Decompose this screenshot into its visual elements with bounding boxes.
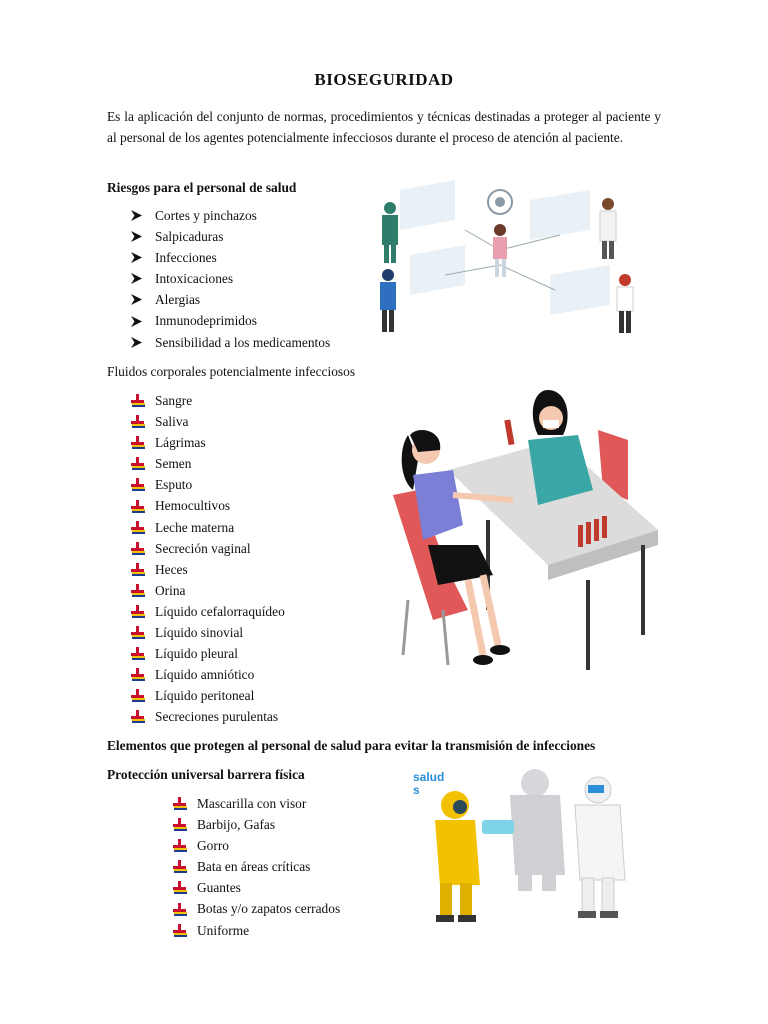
fluid-item-label: Orina bbox=[155, 582, 186, 598]
arrow-bullet-icon bbox=[131, 294, 145, 305]
flag-bullet-icon bbox=[131, 457, 147, 470]
fluid-item bbox=[131, 432, 285, 453]
risk-item bbox=[131, 268, 330, 289]
protection-item-label: Bata en áreas críticas bbox=[197, 859, 311, 875]
flag-bullet-icon bbox=[173, 839, 189, 852]
flag-bullet-icon bbox=[173, 881, 189, 894]
risk-item-label: Salpicaduras bbox=[155, 229, 224, 245]
arrow-bullet-icon bbox=[131, 273, 145, 284]
fluid-item bbox=[131, 411, 285, 432]
protection-list bbox=[173, 793, 340, 941]
risk-item bbox=[131, 332, 330, 353]
fluid-item-label: Líquido pleural bbox=[155, 646, 238, 662]
protection-item-label: Guantes bbox=[197, 880, 241, 896]
risk-item-label: Alergias bbox=[155, 292, 201, 308]
fluid-item-label: Líquido sinovial bbox=[155, 625, 244, 641]
arrow-bullet-icon bbox=[131, 337, 145, 348]
flag-bullet-icon bbox=[131, 542, 147, 555]
flag-bullet-icon bbox=[131, 668, 147, 681]
protection-item-label: Botas y/o zapatos cerrados bbox=[197, 901, 341, 917]
protection-item bbox=[173, 814, 340, 835]
fluid-item-label: Leche materna bbox=[155, 519, 235, 535]
risks-list bbox=[131, 205, 330, 353]
protection-heading: Protección universal barrera física bbox=[107, 767, 305, 782]
fluid-item-label: Lágrimas bbox=[155, 435, 206, 451]
fluid-item-label: Semen bbox=[155, 456, 192, 472]
svg-text:s: s bbox=[413, 783, 420, 797]
protection-item bbox=[173, 856, 340, 877]
protection-item bbox=[173, 877, 340, 898]
flag-bullet-icon bbox=[173, 818, 189, 831]
risk-item-label: Cortes y pinchazos bbox=[155, 208, 257, 223]
protection-item-label: Uniforme bbox=[197, 922, 250, 938]
flag-bullet-icon bbox=[131, 584, 147, 597]
flag-bullet-icon bbox=[131, 394, 147, 407]
fluid-item bbox=[131, 664, 285, 685]
fluid-item bbox=[131, 538, 285, 559]
flag-bullet-icon bbox=[131, 478, 147, 491]
protection-item-label: Gorro bbox=[197, 838, 229, 854]
health-risks-illustration bbox=[360, 180, 650, 340]
flag-bullet-icon bbox=[173, 924, 189, 937]
fluid-item-label: Sangre bbox=[155, 393, 193, 408]
blood-sample-illustration bbox=[388, 380, 658, 675]
protective-suits-illustration bbox=[410, 765, 640, 930]
risks-heading: Riesgos para el personal de salud bbox=[107, 180, 297, 195]
fluids-heading: Fluidos corporales potencialmente infecciosos bbox=[107, 364, 356, 379]
protection-item bbox=[173, 920, 340, 941]
fluid-item bbox=[131, 622, 285, 643]
risk-item bbox=[131, 247, 330, 268]
fluid-item-label: Esputo bbox=[155, 477, 193, 493]
salud-logo-text: salud bbox=[413, 770, 445, 784]
fluid-item-label: Secreciones purulentas bbox=[155, 709, 279, 725]
fluid-item bbox=[131, 474, 285, 495]
flag-bullet-icon bbox=[131, 689, 147, 702]
fluids-list bbox=[131, 390, 285, 728]
protection-item-label: Barbijo, Gafas bbox=[197, 817, 276, 833]
flag-bullet-icon bbox=[131, 415, 147, 428]
flag-bullet-icon bbox=[131, 626, 147, 639]
fluid-item bbox=[131, 559, 285, 580]
flag-bullet-icon bbox=[173, 860, 189, 873]
arrow-bullet-icon bbox=[131, 210, 145, 221]
flag-bullet-icon bbox=[173, 903, 189, 916]
flag-bullet-icon bbox=[131, 605, 147, 618]
fluid-item-label: Secreción vaginal bbox=[155, 540, 251, 556]
arrow-bullet-icon bbox=[131, 252, 145, 263]
protection-item bbox=[173, 835, 340, 856]
arrow-bullet-icon bbox=[131, 231, 145, 242]
fluid-item bbox=[131, 706, 285, 727]
risk-item-label: Infecciones bbox=[155, 250, 217, 266]
protection-item bbox=[173, 898, 340, 919]
protection-item-label: Mascarilla con visor bbox=[197, 796, 307, 811]
flag-bullet-icon bbox=[173, 797, 189, 810]
fluid-item bbox=[131, 643, 285, 664]
fluid-item bbox=[131, 453, 285, 474]
page-title: BIOSEGURIDAD bbox=[314, 70, 454, 89]
fluid-item bbox=[131, 580, 285, 601]
risk-item bbox=[131, 310, 330, 331]
fluid-item bbox=[131, 517, 285, 538]
risk-item bbox=[131, 289, 330, 310]
flag-bullet-icon bbox=[131, 521, 147, 534]
fluid-item-label: Heces bbox=[155, 561, 188, 577]
risk-item-label: Intoxicaciones bbox=[155, 271, 234, 287]
risk-item bbox=[131, 226, 330, 247]
fluid-item-label: Líquido cefalorraquídeo bbox=[155, 603, 285, 619]
risk-item-label: Inmunodeprimidos bbox=[155, 313, 257, 329]
intro-paragraph: Es la aplicación del conjunto de normas, procedimientos y técnicas destinadas a proteger al paciente y al personal de los agentes potencialmente infecciosos durante el proceso de atención al paciente. bbox=[107, 109, 661, 145]
fluid-item bbox=[131, 601, 285, 622]
fluid-item bbox=[131, 685, 285, 706]
fluid-item-label: Saliva bbox=[155, 414, 189, 430]
arrow-bullet-icon bbox=[131, 316, 145, 327]
fluid-item-label: Hemocultivos bbox=[155, 498, 231, 514]
flag-bullet-icon bbox=[131, 710, 147, 723]
flag-bullet-icon bbox=[131, 500, 147, 513]
fluid-item bbox=[131, 495, 285, 516]
risk-item bbox=[131, 205, 330, 226]
fluid-item-label: Líquido amniótico bbox=[155, 667, 255, 683]
fluid-item bbox=[131, 390, 285, 411]
elements-heading: Elementos que protegen al personal de salud para evitar la transmisión de infecciones bbox=[107, 738, 596, 753]
risk-item-label: Sensibilidad a los medicamentos bbox=[155, 334, 331, 350]
flag-bullet-icon bbox=[131, 647, 147, 660]
flag-bullet-icon bbox=[131, 436, 147, 449]
flag-bullet-icon bbox=[131, 563, 147, 576]
fluid-item-label: Líquido peritoneal bbox=[155, 688, 255, 704]
protection-item bbox=[173, 793, 340, 814]
